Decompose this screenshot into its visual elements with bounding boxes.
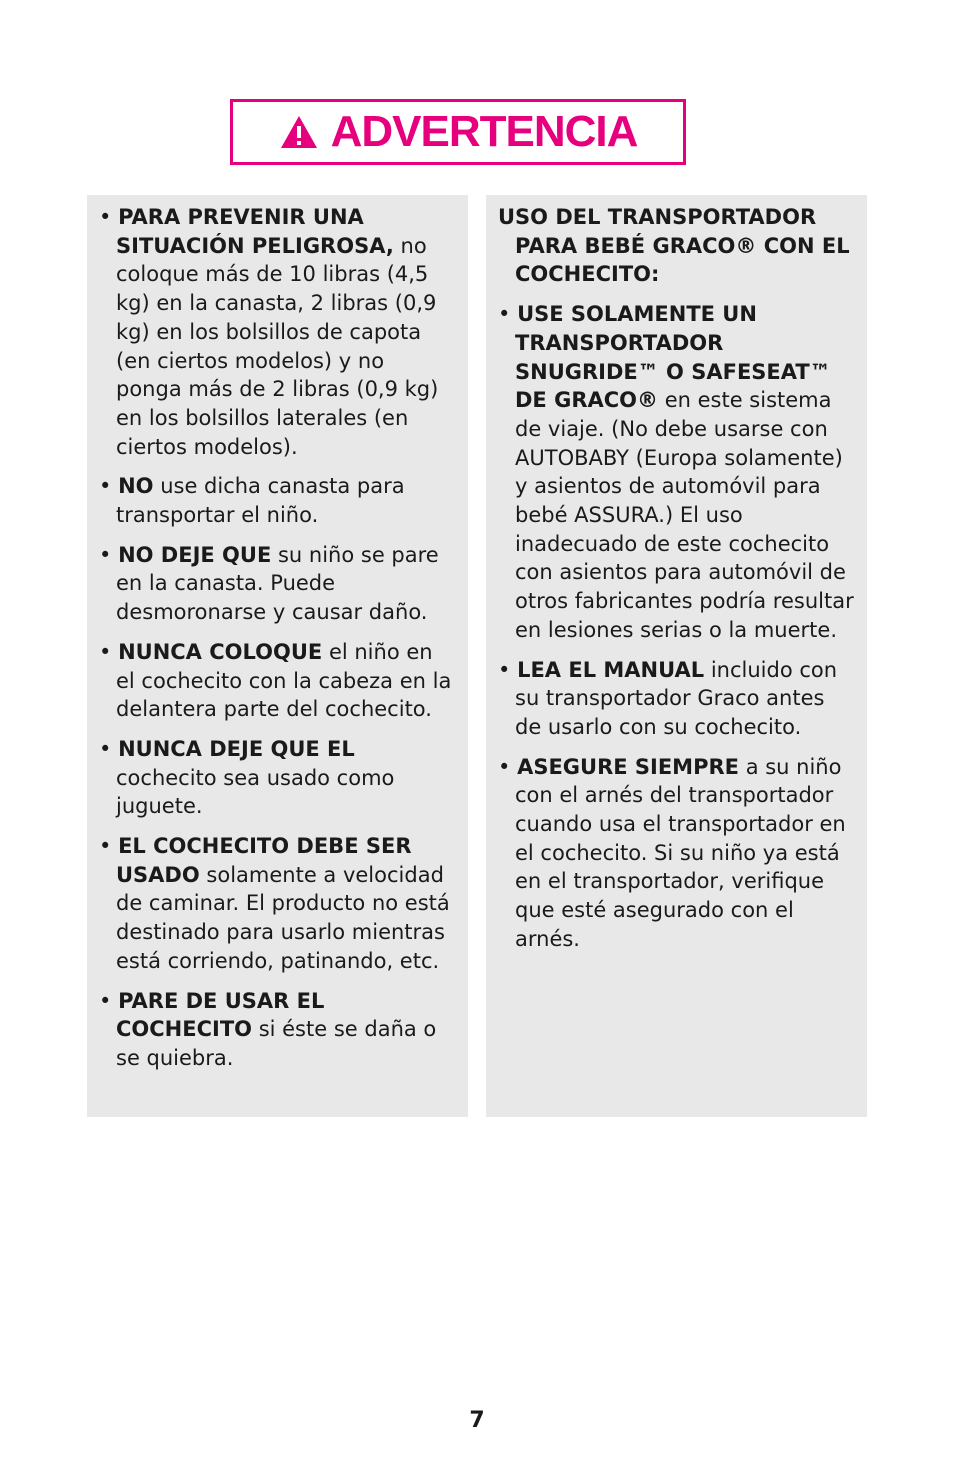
warning-item: • NUNCA COLOQUE el niño en el cochecito con la cabeza en la delantera parte del cochecito. — [99, 639, 452, 722]
warning-item: • NO DEJE QUE su niño se pare en la canasta. Puede desmoronarse y causar daño. — [99, 542, 439, 625]
warning-item-text: no coloque más de 10 libras (4,5 kg) en la canasta, 2 libras (0,9 kg) en los bolsillos de capota (en ciertos modelos) y no ponga más de 2 libras (0,9 kg) en los bolsillos laterales (en ciertos modelos). — [116, 233, 439, 459]
warning-item-emphasis: NUNCA DEJE QUE EL — [118, 736, 355, 761]
warning-item-emphasis: NUNCA COLOQUE — [118, 639, 323, 664]
warning-item: • PARA PREVENIR UNA SITUACIÓN PELIGROSA, no coloque más de 10 libras (4,5 kg) en la canasta, 2 libras (0,9 kg) en los bolsillos de capota (en ciertos modelos) y no ponga más de 2 libras (0,9 kg) en los bolsillos laterales (en ciertos modelos). — [99, 205, 439, 459]
warning-item: • LEA EL MANUAL incluido con su transportador Graco antes de usarlo con su cochecito. — [498, 657, 838, 739]
warning-item-emphasis: PARA PREVENIR UNA SITUACIÓN PELIGROSA, — [116, 205, 394, 258]
warning-item-text: su niño se pare en la canasta. Puede desmoronarse y causar daño. — [116, 542, 439, 625]
right-warning-panel — [486, 195, 867, 1117]
warning-item-emphasis: USE SOLAMENTE UN TRANSPORTADOR SNUGRIDE™ O SAFESEAT™ DE GRACO® — [515, 302, 831, 413]
warning-item: • USE SOLAMENTE UN TRANSPORTADOR SNUGRIDE™ O SAFESEAT™ DE GRACO® en este sistema de viaje. (No debe usarse con AUTOBABY (Europa solamente) y asientos de automóvil para bebé ASSURA.) El uso inadecuado de este cochecito con asientos para automóvil de otros fabricantes podría resultar en lesiones serias o la muerte. — [498, 302, 854, 642]
warning-item-text: el niño en el cochecito con la cabeza en la delantera parte del cochecito. — [116, 639, 452, 722]
warning-title: ADVERTENCIA — [330, 107, 638, 156]
warning-triangle-icon — [279, 114, 319, 150]
warning-item-text: si éste se daña o se quiebra. — [116, 1017, 437, 1070]
warning-item: • NUNCA DEJE QUE EL cochecito sea usado como juguete. — [99, 736, 395, 819]
warning-item-text: solamente a velocidad de caminar. El producto no está destinado para usarlo mientras está corriendo, patinando, etc. — [116, 862, 450, 973]
warning-item-emphasis: ASEGURE SIEMPRE — [517, 754, 739, 779]
warning-item-emphasis: PARE DE USAR EL COCHECITO — [116, 988, 325, 1042]
warning-item-emphasis: EL COCHECITO DEBE SER USADO — [116, 834, 412, 887]
warning-item-emphasis: LEA EL MANUAL — [517, 657, 705, 682]
warning-item: • ASEGURE SIEMPRE a su niño con el arnés del transportador cuando usa el transportador en el cochecito. Si su niño ya está en el transportador, verifique que esté asegurado con el arnés. — [498, 754, 846, 951]
page-number: 7 — [469, 1408, 485, 1433]
warning-item: • NO use dicha canasta para transportar el niño. — [99, 474, 405, 528]
warning-item-text: a su niño con el arnés del transportador cuando usa el transportador en el cochecito. Si su niño ya está en el transportador, verifique que esté asegurado con el arnés. — [515, 754, 846, 951]
warning-item: • PARE DE USAR EL COCHECITO si éste se daña o se quiebra. — [99, 988, 437, 1070]
warning-item-text: en este sistema de viaje. (No debe usarse con AUTOBABY (Europa solamente) y asientos de automóvil para bebé ASSURA.) El uso inadecuado de este cochecito con asientos para automóvil de otros fabricantes podría resultar en lesiones serias o la muerte. — [515, 388, 854, 642]
warning-item-emphasis: NO — [118, 474, 154, 499]
warning-item-emphasis: NO DEJE QUE — [118, 542, 272, 567]
warning-item-text: incluido con su transportador Graco antes de usarlo con su cochecito. — [515, 657, 838, 739]
left-warning-panel — [87, 195, 468, 1117]
warning-header — [230, 99, 686, 165]
section-heading: USO DEL TRANSPORTADOR PARA BEBÉ GRACO® CON EL COCHECITO: — [498, 205, 850, 287]
warning-item: • EL COCHECITO DEBE SER USADO solamente a velocidad de caminar. El producto no está destinado para usarlo mientras está corriendo, patinando, etc. — [99, 834, 450, 973]
warning-item-text: cochecito sea usado como juguete. — [116, 765, 395, 819]
warning-item-text: use dicha canasta para transportar el niño. — [116, 474, 405, 528]
